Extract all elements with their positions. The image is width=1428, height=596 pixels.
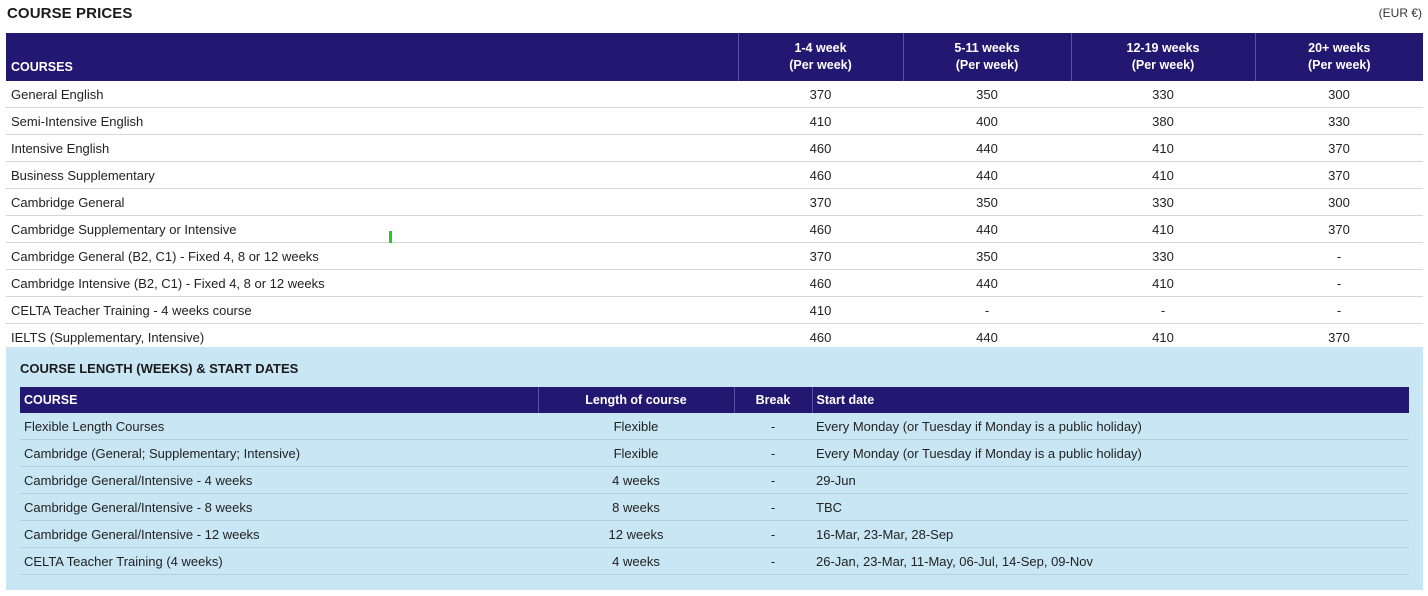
price-row bbox=[6, 81, 1423, 108]
price-cell: 300 bbox=[1255, 81, 1423, 108]
price-cell: - bbox=[1071, 297, 1255, 324]
price-cell: 350 bbox=[903, 243, 1071, 270]
start-date-cell: 26-Jan, 23-Mar, 11-May, 06-Jul, 14-Sep, 09-Nov bbox=[812, 548, 1409, 575]
dates-row bbox=[20, 413, 1409, 440]
price-cell: 440 bbox=[903, 216, 1071, 243]
start-date-cell: 16-Mar, 23-Mar, 28-Sep bbox=[812, 521, 1409, 548]
break-cell: - bbox=[734, 440, 812, 467]
price-cell: 460 bbox=[738, 324, 903, 351]
price-row bbox=[6, 243, 1423, 270]
prices-header-12-19-weeks: 12-19 weeks (Per week) bbox=[1071, 33, 1255, 81]
prices-header-courses: COURSES bbox=[6, 33, 738, 81]
dates-header-row bbox=[20, 387, 1409, 413]
price-cell: 370 bbox=[1255, 135, 1423, 162]
price-row bbox=[6, 135, 1423, 162]
price-row bbox=[6, 108, 1423, 135]
course-dates-panel bbox=[6, 347, 1423, 590]
course-name-cell: Intensive English bbox=[6, 135, 738, 162]
course-name-cell: General English bbox=[6, 81, 738, 108]
price-cell: 370 bbox=[1255, 324, 1423, 351]
course-dates-table bbox=[20, 387, 1409, 575]
course-prices-table bbox=[6, 33, 1423, 351]
price-cell: 440 bbox=[903, 270, 1071, 297]
course-cell: Cambridge General/Intensive - 12 weeks bbox=[20, 521, 538, 548]
price-cell: 330 bbox=[1071, 189, 1255, 216]
price-cell: 400 bbox=[903, 108, 1071, 135]
currency-note: (EUR €) bbox=[1378, 6, 1422, 20]
prices-header-20-plus-weeks: 20+ weeks (Per week) bbox=[1255, 33, 1423, 81]
price-cell: 330 bbox=[1071, 81, 1255, 108]
break-cell: - bbox=[734, 413, 812, 440]
price-cell: 440 bbox=[903, 324, 1071, 351]
price-row bbox=[6, 189, 1423, 216]
dates-row bbox=[20, 494, 1409, 521]
page-title: COURSE PRICES bbox=[7, 5, 133, 22]
price-cell: 370 bbox=[738, 243, 903, 270]
dates-header-break: Break bbox=[734, 387, 812, 413]
price-cell: 410 bbox=[1071, 216, 1255, 243]
course-name-cell: IELTS (Supplementary, Intensive) bbox=[6, 324, 738, 351]
course-name-cell: Business Supplementary bbox=[6, 162, 738, 189]
dates-header-start-date: Start date bbox=[812, 387, 1409, 413]
price-cell: 410 bbox=[738, 297, 903, 324]
price-cell: 440 bbox=[903, 162, 1071, 189]
start-date-cell: Every Monday (or Tuesday if Monday is a public holiday) bbox=[812, 413, 1409, 440]
course-name-cell: CELTA Teacher Training - 4 weeks course bbox=[6, 297, 738, 324]
break-cell: - bbox=[734, 548, 812, 575]
dates-row bbox=[20, 440, 1409, 467]
price-cell: 330 bbox=[1255, 108, 1423, 135]
price-cell: - bbox=[903, 297, 1071, 324]
price-cell: 370 bbox=[1255, 162, 1423, 189]
course-name-cell: Cambridge General (B2, C1) - Fixed 4, 8 or 12 weeks bbox=[6, 243, 738, 270]
break-cell: - bbox=[734, 467, 812, 494]
price-cell: 460 bbox=[738, 162, 903, 189]
start-date-cell: TBC bbox=[812, 494, 1409, 521]
price-cell: - bbox=[1255, 243, 1423, 270]
break-cell: - bbox=[734, 521, 812, 548]
length-cell: 4 weeks bbox=[538, 467, 734, 494]
start-date-cell: Every Monday (or Tuesday if Monday is a public holiday) bbox=[812, 440, 1409, 467]
price-cell: 410 bbox=[738, 108, 903, 135]
price-cell: 380 bbox=[1071, 108, 1255, 135]
dates-row bbox=[20, 467, 1409, 494]
course-name-cell: Semi-Intensive English bbox=[6, 108, 738, 135]
price-cell: 350 bbox=[903, 189, 1071, 216]
length-cell: Flexible bbox=[538, 440, 734, 467]
break-cell: - bbox=[734, 494, 812, 521]
course-cell: CELTA Teacher Training (4 weeks) bbox=[20, 548, 538, 575]
start-date-cell: 29-Jun bbox=[812, 467, 1409, 494]
price-cell: 460 bbox=[738, 270, 903, 297]
text-cursor-marker bbox=[389, 231, 392, 243]
prices-header-5-11-weeks: 5-11 weeks (Per week) bbox=[903, 33, 1071, 81]
price-cell: 330 bbox=[1071, 243, 1255, 270]
course-cell: Cambridge (General; Supplementary; Intensive) bbox=[20, 440, 538, 467]
price-cell: - bbox=[1255, 297, 1423, 324]
dates-row bbox=[20, 521, 1409, 548]
course-cell: Cambridge General/Intensive - 8 weeks bbox=[20, 494, 538, 521]
price-cell: 410 bbox=[1071, 324, 1255, 351]
price-row bbox=[6, 162, 1423, 189]
price-cell: 370 bbox=[738, 81, 903, 108]
length-cell: 4 weeks bbox=[538, 548, 734, 575]
length-cell: Flexible bbox=[538, 413, 734, 440]
price-cell: 410 bbox=[1071, 162, 1255, 189]
price-cell: 460 bbox=[738, 135, 903, 162]
course-cell: Cambridge General/Intensive - 4 weeks bbox=[20, 467, 538, 494]
course-name-cell: Cambridge Intensive (B2, C1) - Fixed 4, 8 or 12 weeks bbox=[6, 270, 738, 297]
course-name-cell: Cambridge Supplementary or Intensive bbox=[6, 216, 738, 243]
price-cell: 350 bbox=[903, 81, 1071, 108]
dates-header-course: COURSE bbox=[20, 387, 538, 413]
price-cell: 410 bbox=[1071, 135, 1255, 162]
length-cell: 8 weeks bbox=[538, 494, 734, 521]
price-cell: 370 bbox=[1255, 216, 1423, 243]
price-row bbox=[6, 297, 1423, 324]
price-cell: 460 bbox=[738, 216, 903, 243]
price-cell: 300 bbox=[1255, 189, 1423, 216]
length-cell: 12 weeks bbox=[538, 521, 734, 548]
price-cell: 370 bbox=[738, 189, 903, 216]
dates-row bbox=[20, 548, 1409, 575]
price-cell: 440 bbox=[903, 135, 1071, 162]
prices-header-row bbox=[6, 33, 1423, 81]
course-cell: Flexible Length Courses bbox=[20, 413, 538, 440]
price-row bbox=[6, 270, 1423, 297]
dates-header-length: Length of course bbox=[538, 387, 734, 413]
course-dates-title: COURSE LENGTH (WEEKS) & START DATES bbox=[20, 361, 299, 376]
prices-header-1-4-weeks: 1-4 week (Per week) bbox=[738, 33, 903, 81]
price-row bbox=[6, 216, 1423, 243]
price-cell: - bbox=[1255, 270, 1423, 297]
course-name-cell: Cambridge General bbox=[6, 189, 738, 216]
price-cell: 410 bbox=[1071, 270, 1255, 297]
